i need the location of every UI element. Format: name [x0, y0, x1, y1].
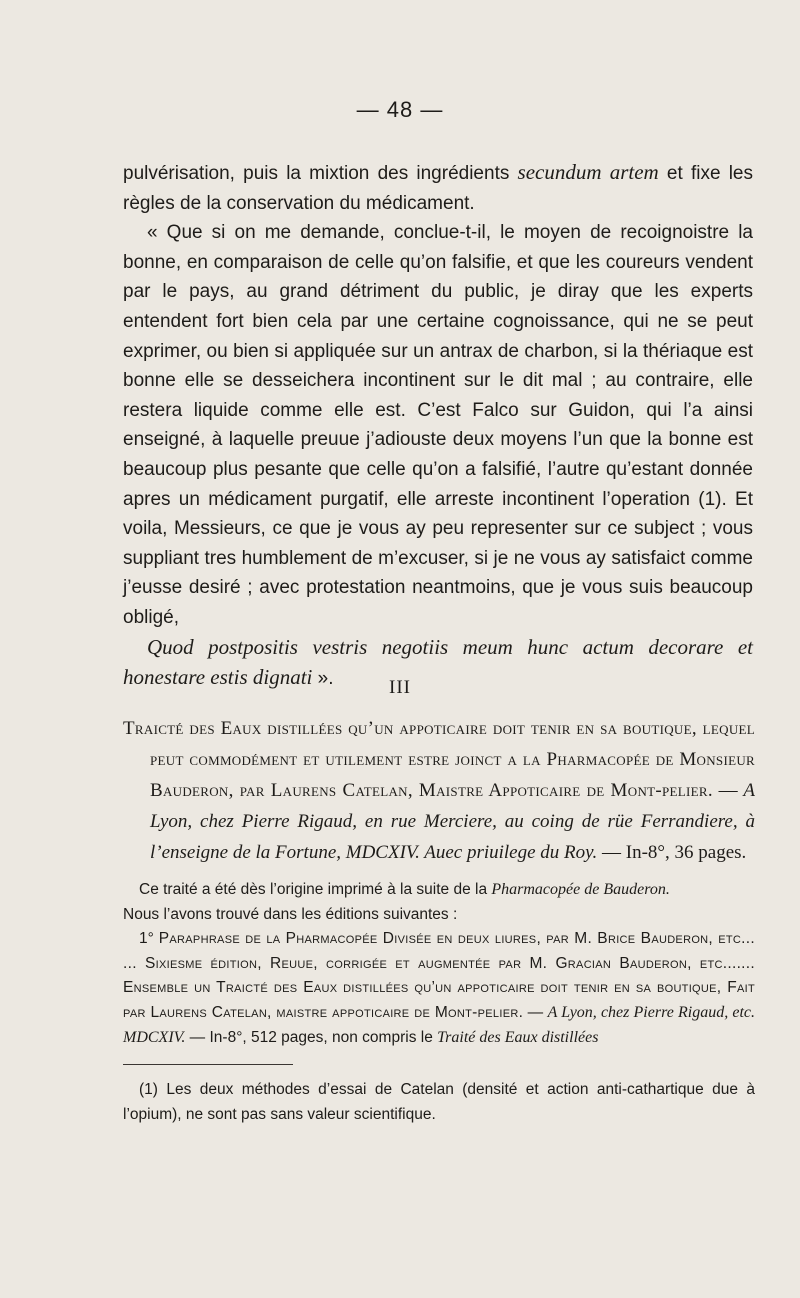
main-text: [123, 158, 753, 694]
note-item-1: [123, 927, 755, 1050]
paragraph-1-end: et fixe les règles de la conservation du médicament.: [123, 163, 753, 214]
paragraph-3-end: ».: [312, 668, 334, 690]
entry-imprint: A Lyon, chez Pierre Rigaud, en rue Merciere, au coing de rüe Ferrandiere, à l’enseigne de la Fortune, MDCXIV. Auec priuilege du Roy.: [150, 780, 755, 863]
note-item-title: Paraphrase de la Pharmacopée Divisée en deux liures, par M. Brice Bauderon, etc... ... Sixiesme édition, Reuue, corrigée et augmentée par M. Gracian Bauderon, etc....... Ensemble un Traicté des Eaux distillées qu’un appoticaire doit tenir en sa boutique, Fait par Laurens Catelan, maistre appoticaire de Mont-pelier.: [123, 930, 755, 1021]
note-item-imprint: A Lyon, chez Pierre Rigaud, etc. MDCXIV.: [123, 1003, 755, 1046]
note-line-1: [123, 878, 755, 903]
footnote-1: (1) Les deux méthodes d’essai de Catelan (densité et action anti-cathartique due à l’opium), ne sont pas sans valeur scientifique.: [123, 1081, 755, 1123]
entry-title: Traicté des Eaux distillées qu’un appoticaire doit tenir en sa boutique, lequel peut commodément et utilement estre joinct a la Pharmacopée de Monsieur Bauderon, par Laurens Catelan, Maistre Appoticaire de Mont-pelier.: [123, 718, 755, 801]
footnote: [123, 1078, 755, 1127]
note-line-1-text: Ce traité a été dès l’origine imprimé à la suite de la: [139, 881, 492, 898]
entry-format: — In-8°, 36 pages.: [597, 842, 747, 863]
paragraph-1-start: pulvérisation, puis la mixtion des ingrédients: [123, 163, 518, 184]
note-line-2: Nous l’avons trouvé dans les éditions suivantes :: [123, 905, 458, 923]
note-item-dash: —: [523, 1003, 548, 1021]
paragraph-1: [123, 158, 753, 218]
note-item-format: — In-8°, 512 pages, non compris le: [185, 1028, 438, 1046]
note-item-number: 1°: [139, 930, 159, 948]
page-number: — 48 —: [356, 97, 444, 122]
note-line-1-title: Pharmacopée de Bauderon.: [491, 881, 670, 898]
paragraph-2: « Que si on me demande, conclue-t-il, le moyen de recoignoistre la bonne, en comparaison de celle qu’on falsifie, et que les coureurs vendent par le pays, au grand détriment du public, je diray que les experts entendent fort bien cela par une certaine cognoissance, qui ne se peut exprimer, ou bien si appliquée sur un antrax de charbon, si la thériaque est bonne elle se desseichera incontinent sur le dit mal ; au contraire, elle restera liquide comme elle est. C’est Falco sur Guidon, qui l’a ainsi enseigné, à laquelle preuue j’adiouste deux moyens l’un que la bonne est beaucoup plus pesante que celle qu’on a falsifié, l’autre qu’estant donnée apres un médicament purgatif, elle arreste incontinent l’operation (1). Et voila, Messieurs, ce que je vous ay peu representer sur ce subject ; vous suppliant tres humblement de m’excuser, si je ne vous ay satisfaict comme j’eusse desiré ; avec protestation neantmoins, que je vous suis beaucoup obligé,: [123, 222, 753, 628]
latin-closing: Quod postpositis vestris negotiis meum hunc actum decorare et honestare estis dignati: [123, 634, 753, 690]
bibliographic-entry: [123, 713, 755, 868]
note-item-title-2: Traité des Eaux distillées: [437, 1028, 599, 1046]
section-number: III: [389, 677, 411, 698]
latin-phrase: secundum artem: [517, 160, 659, 184]
entry-dash: —: [712, 780, 744, 801]
footnote-divider: [123, 1064, 293, 1065]
entry-text: [123, 713, 755, 868]
editor-note: [123, 878, 755, 1050]
